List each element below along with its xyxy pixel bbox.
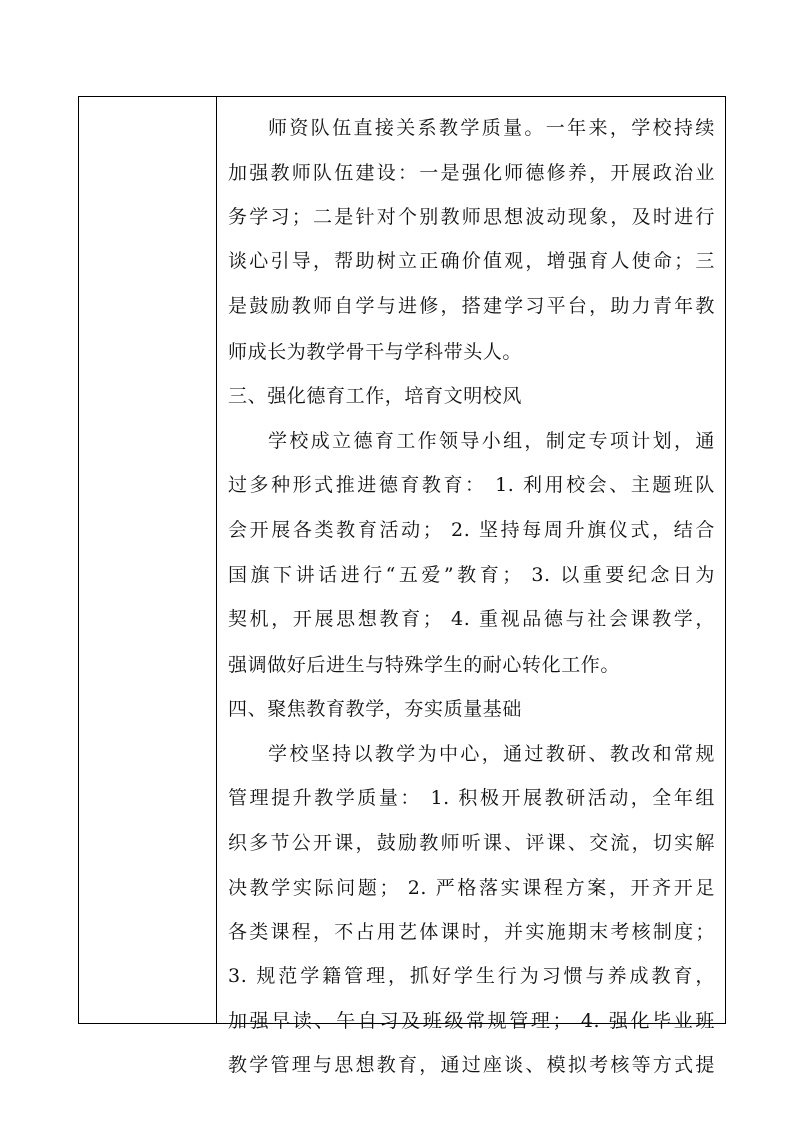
text-line: 教学管理与思想教育，通过座谈、模拟考核等方式提 <box>228 1054 715 1076</box>
text-line: 师资队伍直接关系教学质量。一年来，学校持续 <box>268 117 715 139</box>
text-line: 3. 规范学籍管理，抓好学生行为习惯与养成教育， <box>228 965 715 987</box>
text-line: 学校坚持以教学为中心，通过教研、教改和常规 <box>268 743 715 765</box>
document-table <box>78 96 726 1076</box>
section-heading: 四、聚焦教育教学，夯实质量基础 <box>228 698 523 720</box>
text-line: 决教学实际问题； 2. 严格落实课程方案，开齐开足 <box>228 877 715 899</box>
text-line: 契机，开展思想教育； 4. 重视品德与社会课教学， <box>228 608 715 630</box>
text-line: 管理提升教学质量： 1. 积极开展教研活动，全年组 <box>228 787 715 809</box>
text-line: 是鼓励教师自学与进修，搭建学习平台，助力青年教 <box>228 295 715 317</box>
text-line: 强调做好后进生与特殊学生的耐心转化工作。 <box>228 654 621 676</box>
text-line: 师成长为教学骨干与学科带头人。 <box>228 341 523 363</box>
text-line: 加强早读、午自习及班级常规管理； 4. 强化毕业班 <box>228 1010 715 1032</box>
text-line: 加强教师队伍建设：一是强化师德修养，开展政治业 <box>228 162 715 184</box>
text-line: 过多种形式推进德育教育： 1. 利用校会、主题班队 <box>228 474 715 496</box>
text-line: 织多节公开课，鼓励教师听课、评课、交流，切实解 <box>228 832 715 854</box>
text-line: 各类课程，不占用艺体课时，并实施期末考核制度； <box>228 921 715 943</box>
text-line: 会开展各类教育活动； 2. 坚持每周升旗仪式，结合 <box>228 519 715 541</box>
text-line: 务学习；二是针对个别教师思想波动现象，及时进行 <box>228 206 715 228</box>
section-heading: 三、强化德育工作，培育文明校风 <box>228 385 523 407</box>
text-line: 谈心引导，帮助树立正确价值观，增强育人使命；三 <box>228 250 715 272</box>
text-line: 国旗下讲话进行“五爱”教育； 3. 以重要纪念日为 <box>228 564 715 586</box>
table-label-cell <box>79 97 217 1023</box>
text-line: 学校成立德育工作领导小组，制定专项计划，通 <box>268 430 715 452</box>
table-content-cell <box>217 97 725 1076</box>
